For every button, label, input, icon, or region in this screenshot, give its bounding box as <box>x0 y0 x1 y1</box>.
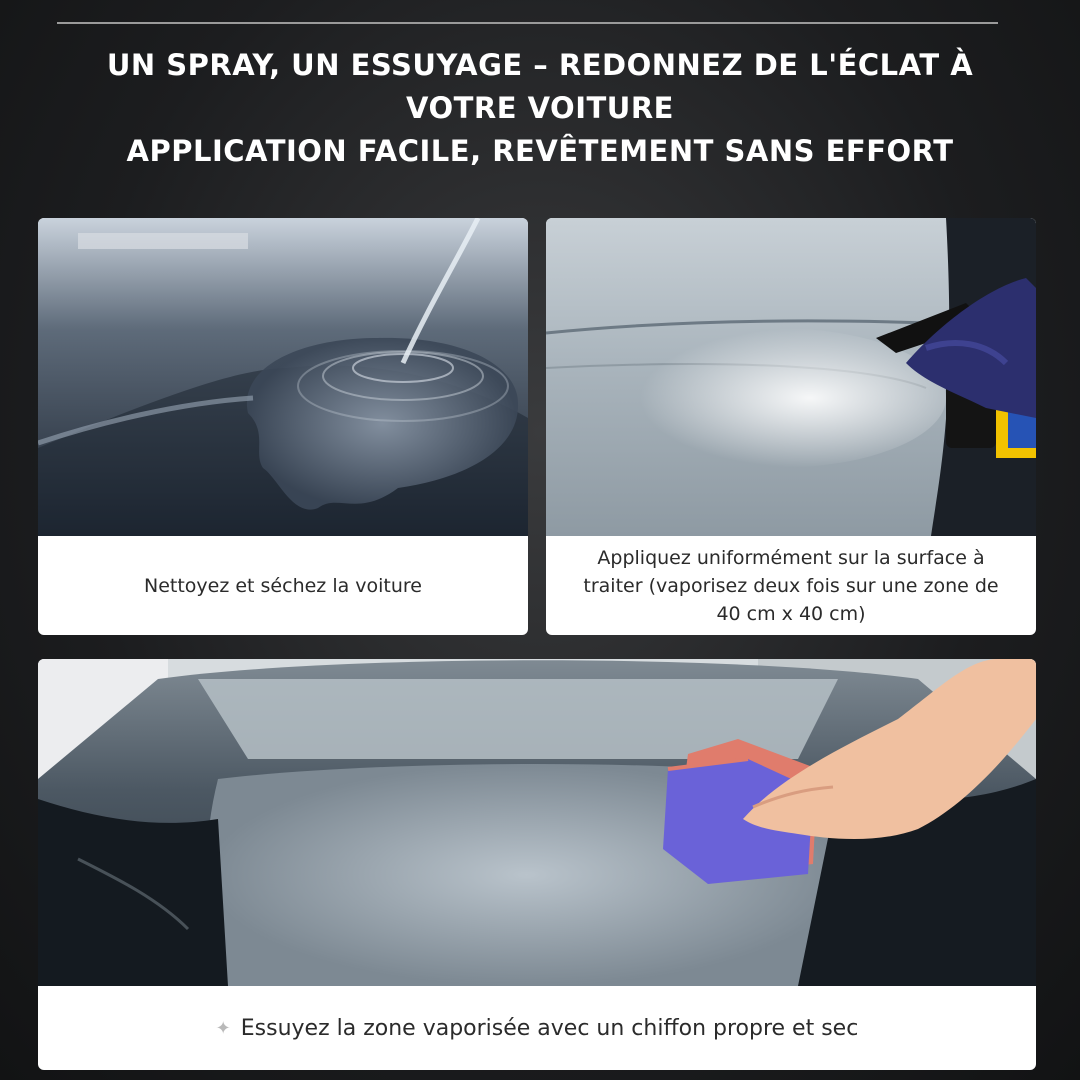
step-card-clean <box>38 218 528 635</box>
step-2-caption: Appliquez uniformément sur la surface à traiter (vaporisez deux fois sur une zone de 40 cm x 40 cm) <box>583 546 999 625</box>
step-card-wipe <box>38 659 1036 1070</box>
step-card-spray <box>546 218 1036 635</box>
step-1-caption: Nettoyez et séchez la voiture <box>143 574 422 597</box>
headline-line-1: UN SPRAY, UN ESSUYAGE – REDONNEZ DE L'ÉCLAT À <box>106 48 974 82</box>
page-headline <box>60 44 1020 173</box>
headline-line-2: VOTRE VOITURE <box>406 91 674 125</box>
step-3-caption <box>38 986 1036 1070</box>
sparkle-icon: ✦ <box>215 1017 231 1039</box>
top-divider <box>57 22 998 24</box>
headline-line-3: APPLICATION FACILE, REVÊTEMENT SANS EFFORT <box>126 134 954 168</box>
photo-spray-bottle <box>546 218 1036 536</box>
photo-water-pouring <box>38 218 528 536</box>
photo-wiping-cloth <box>38 659 1036 986</box>
step-3-caption-text: Essuyez la zone vaporisée avec un chiffon propre et sec <box>240 1015 859 1041</box>
